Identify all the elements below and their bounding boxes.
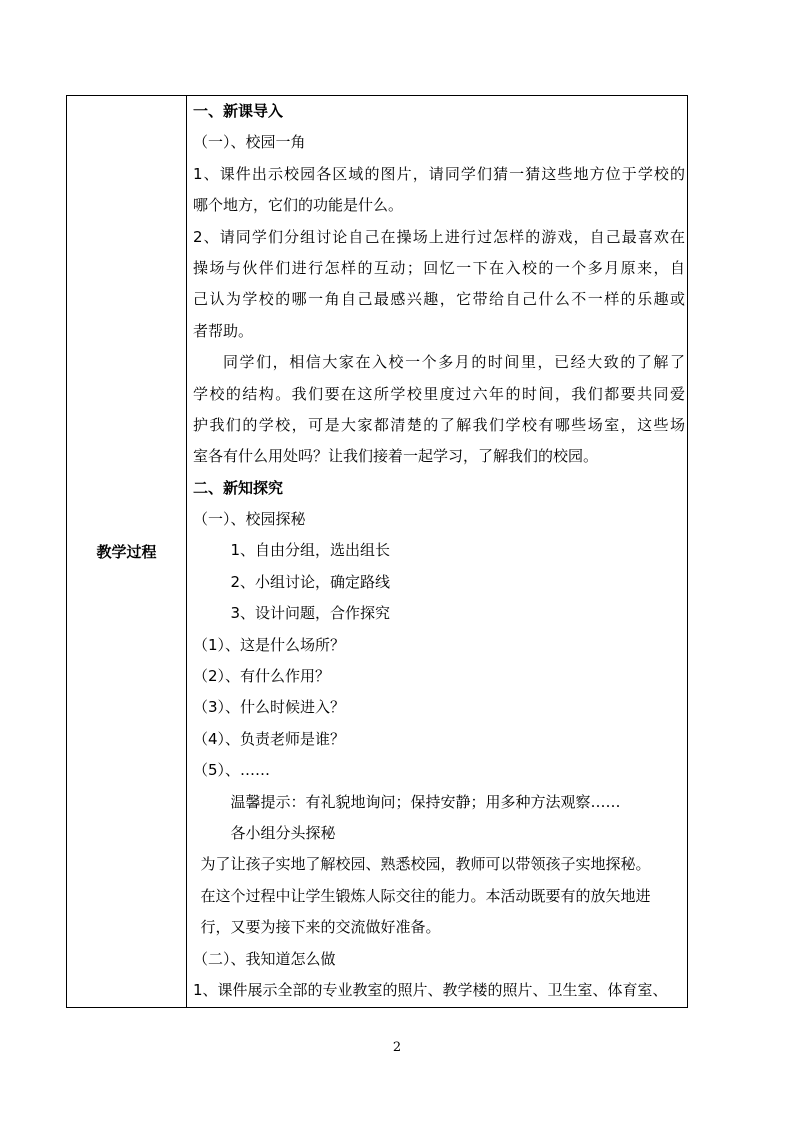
content-line: 行，又要为接下来的交流做好准备。 [200,918,441,937]
row-label-teaching-process: 教学过程 [96,543,157,561]
content-line: 1、课件出示校园各区域的图片，请同学们猜一猜这些地方位于学校的 [193,164,685,183]
content-line: 在这个过程中让学生锻炼人际交往的能力。本活动既要有的放矢地进 [200,886,651,905]
content-line: 者帮助。 [193,321,254,340]
content-line: （二）、我知道怎么做 [193,949,336,968]
content-line: 护我们的学校，可是大家都清楚的了解我们学校有哪些场室，这些场 [193,415,685,434]
page-number: 2 [392,1040,402,1055]
content-line: （2）、有什么作用？ [193,667,331,686]
content-line: 为了让孩子实地了解校园、熟悉校园，教师可以带领孩子实地探秘。 [200,855,651,874]
content-line: （4）、负责老师是谁？ [193,729,346,748]
content-line: 1、课件展示全部的专业教室的照片、教学楼的照片、卫生室、体育室、 [193,980,668,999]
section-heading: 一、新课导入 [193,102,284,120]
content-line: 2、小组讨论，确定路线 [230,572,391,591]
content-line: 室各有什么用处吗？让我们接着一起学习，了解我们的校园。 [193,447,599,466]
content-line: 哪个地方，它们的功能是什么。 [193,196,404,215]
content-line: 3、设计问题，合作探究 [230,604,391,623]
section-heading: 二、新知探究 [193,478,284,497]
content-line: （一）、校园探秘 [193,510,306,529]
content-line: （一）、校园一角 [193,133,306,152]
content-line: 学校的结构。我们要在这所学校里度过六年的时间，我们都要共同爱 [193,384,685,403]
content-line: 2、请同学们分组讨论自己在操场上进行过怎样的游戏，自己最喜欢在 [193,227,685,246]
content-line: 各小组分头探秘 [230,823,336,842]
content-line: （3）、什么时候进入？ [193,698,346,717]
content-line: 操场与伙伴们进行怎样的互动；回忆一下在入校的一个多月原来，自 [193,258,685,277]
content-line: 同学们，相信大家在入校一个多月的时间里，已经大致的了解了 [223,353,685,372]
content-line: （1）、这是什么场所？ [193,635,346,654]
teaching-process-content [193,100,685,1010]
content-line: 温馨提示：有礼貌地询问；保持安静；用多种方法观察…… [230,792,621,811]
content-line: 1、自由分组，选出组长 [230,541,391,560]
content-line: （5）、…… [193,761,271,780]
content-line: 己认为学校的哪一角自己最感兴趣，它带给自己什么不一样的乐趣或 [193,290,685,309]
